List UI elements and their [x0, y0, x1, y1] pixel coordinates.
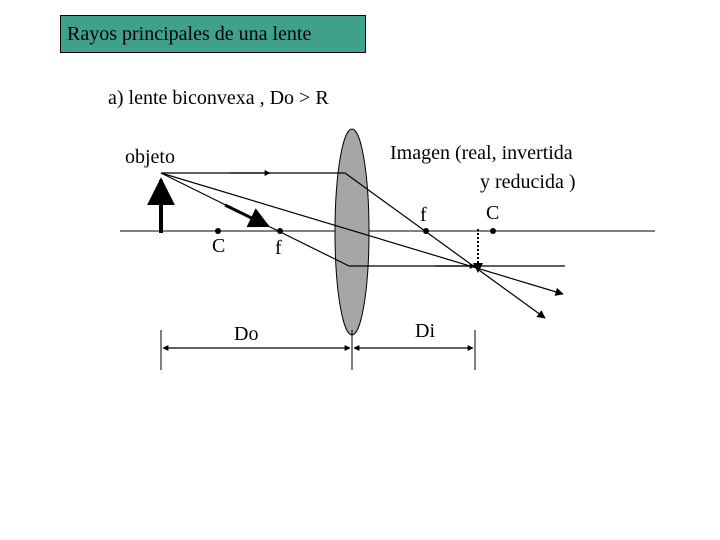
point-c-left — [215, 228, 221, 234]
point-f-right — [423, 228, 429, 234]
label-c-right: C — [486, 202, 500, 224]
subtitle: a) lente biconvexa , Do > R — [108, 87, 329, 109]
label-imagen-line1: Imagen (real, invertida — [390, 142, 573, 164]
diagram-title: Rayos principales de una lente — [67, 23, 312, 45]
ray-focus-arrow — [225, 205, 268, 226]
label-di: Di — [415, 320, 435, 342]
point-f-left — [277, 228, 283, 234]
lens — [335, 129, 369, 335]
label-do: Do — [234, 323, 259, 345]
label-c-left: C — [212, 235, 226, 257]
label-f-left: f — [275, 237, 282, 259]
point-c-right — [490, 228, 496, 234]
label-f-right: f — [420, 204, 427, 226]
ray-refracted-through-focus — [345, 173, 545, 318]
label-imagen-line2: y reducida ) — [480, 171, 576, 193]
label-objeto: objeto — [125, 146, 175, 168]
